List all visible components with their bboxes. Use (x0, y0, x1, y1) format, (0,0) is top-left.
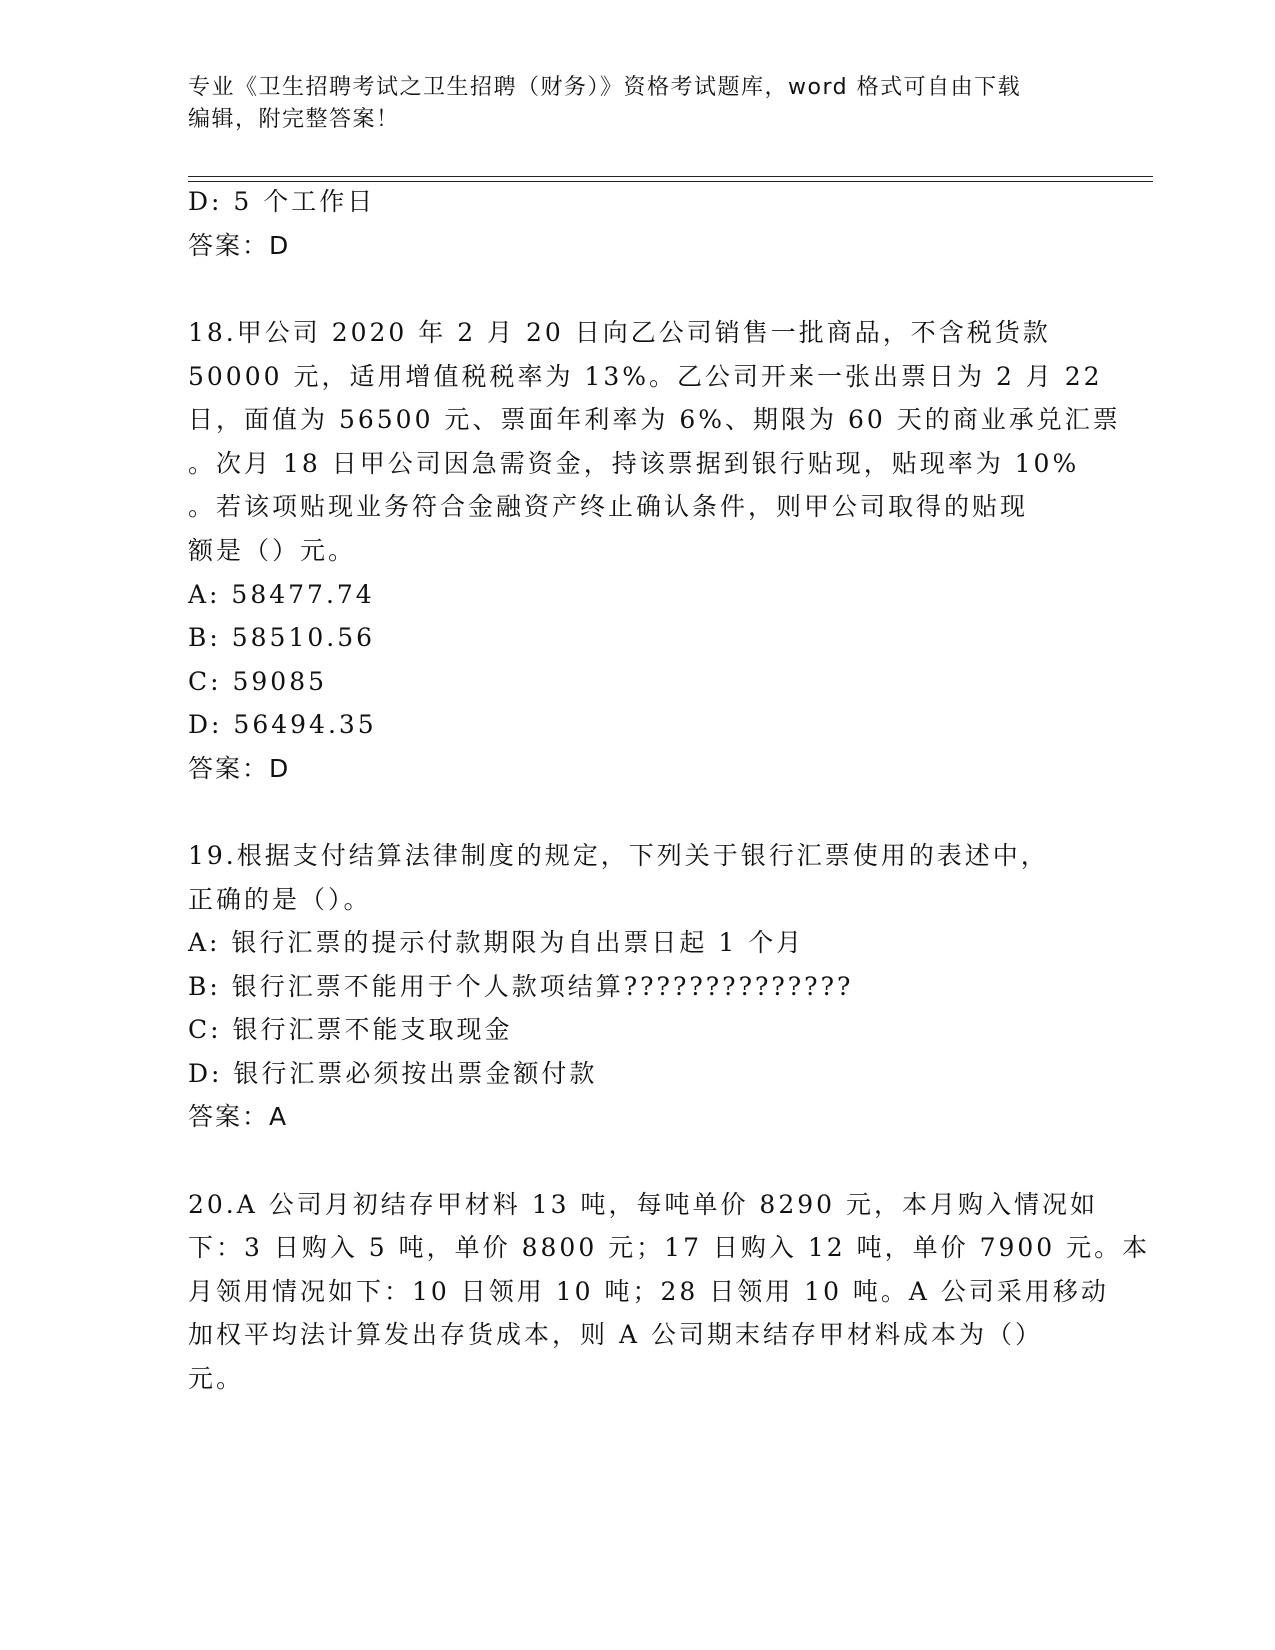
q18-option-b: B: 58510.56 (188, 623, 376, 652)
q18-option-a: A: 58477.74 (188, 580, 375, 609)
q20-text-line: 加权平均法计算发出存货成本，则 A 公司期末结存甲材料成本为（） (188, 1320, 1043, 1349)
prev-answer: 答案：D (188, 231, 291, 260)
q18-text-line: 。若该项贴现业务符合金融资产终止确认条件，则甲公司取得的贴现 (188, 492, 1029, 521)
q19-text-line: 正确的是（）。 (188, 885, 372, 914)
q18-text-line: 。次月 18 日甲公司因急需资金，持该票据到银行贴现，贴现率为 10% (188, 449, 1080, 478)
q18-text-line: 日，面值为 56500 元、票面年利率为 6%、期限为 60 天的商业承兑汇票 (188, 405, 1121, 434)
q19-answer: 答案：A (188, 1102, 289, 1131)
q19-option-d: D: 银行汇票必须按出票金额付款 (188, 1059, 598, 1088)
page-header (188, 72, 1068, 136)
header-divider-bottom (188, 181, 1153, 182)
header-line-1: 专业《卫生招聘考试之卫生招聘（财务）》资格考试题库，word 格式可自由下载 (188, 75, 1022, 100)
q18-text-line: 额是（）元。 (188, 536, 357, 565)
q18-answer: 答案：D (188, 754, 291, 783)
q20-text-line: 元。 (188, 1364, 245, 1393)
q18-option-c: C: 59085 (188, 667, 328, 696)
q19-option-c: C: 银行汇票不能支取现金 (188, 1015, 513, 1044)
q19-option-a: A: 银行汇票的提示付款期限为自出票日起 1 个月 (188, 928, 805, 957)
q20-text-line: 月领用情况如下：10 日领用 10 吨；28 日领用 10 吨。A 公司采用移动 (188, 1277, 1109, 1306)
header-line-2: 编辑，附完整答案！ (188, 107, 400, 132)
q18-option-d: D: 56494.35 (188, 710, 377, 739)
q19-option-b: B: 银行汇票不能用于个人款项结算?????????????? (188, 972, 854, 1001)
q18-text-line: 18.甲公司 2020 年 2 月 20 日向乙公司销售一批商品，不含税货款 (188, 318, 1051, 347)
q19-text-line: 19.根据支付结算法律制度的规定，下列关于银行汇票使用的表述中， (188, 841, 1049, 870)
header-divider-top (188, 176, 1153, 177)
q20-text-line: 20.A 公司月初结存甲材料 13 吨，每吨单价 8290 元，本月购入情况如 (188, 1190, 1098, 1219)
prev-option-d: D: 5 个工作日 (188, 187, 376, 216)
q18-text-line: 50000 元，适用增值税税率为 13%。乙公司开来一张出票日为 2 月 22 (188, 362, 1103, 391)
q20-text-line: 下：3 日购入 5 吨，单价 8800 元；17 日购入 12 吨，单价 7900 元。本 (188, 1233, 1151, 1262)
